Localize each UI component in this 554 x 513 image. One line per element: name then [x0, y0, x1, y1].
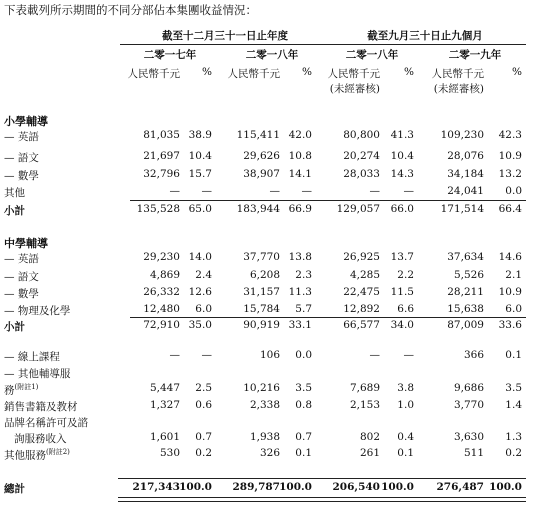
cell: 12,892	[343, 303, 380, 315]
cell: 106	[259, 349, 280, 361]
cell: 0.7	[295, 431, 312, 443]
total-rule-top	[118, 478, 526, 479]
cell: 29,230	[143, 251, 180, 263]
row-label: — 語文	[4, 152, 39, 164]
cell: 2,338	[249, 399, 280, 411]
cell: 4,285	[349, 269, 380, 281]
row-label: — 線上課程	[4, 351, 60, 363]
cell: 26,925	[343, 251, 380, 263]
cell: 1.3	[505, 431, 522, 443]
table-row	[0, 251, 554, 265]
cell: 34.0	[390, 319, 414, 331]
total-double-rule	[118, 497, 526, 502]
cell: 0.2	[505, 447, 522, 459]
row-label: 其他	[4, 187, 25, 199]
cell: 6.6	[397, 303, 414, 315]
subtotal-rule	[130, 200, 526, 201]
row-label: 小計	[4, 321, 25, 333]
pct-col2: %	[302, 66, 312, 78]
cell: 66.0	[390, 203, 414, 215]
cell: 0.6	[195, 399, 212, 411]
row-label: 銷售書籍及教材	[4, 401, 78, 413]
header-2019: 二零一九年	[448, 49, 502, 61]
row-label: — 英語	[4, 131, 39, 143]
table-row	[0, 399, 554, 413]
table-row	[0, 447, 554, 461]
cell: 65.0	[188, 203, 212, 215]
cell: 0.0	[295, 349, 312, 361]
row-label: — 其他輔導服	[4, 368, 71, 380]
cell: 90,919	[243, 319, 280, 331]
cell: —	[301, 185, 312, 197]
cell: 802	[359, 431, 380, 443]
row-label: 小計	[4, 205, 25, 217]
cell: 6.0	[195, 303, 212, 315]
unit-col3: 人民幣千元	[327, 68, 380, 80]
table-row	[0, 415, 554, 429]
cell: 14.1	[288, 168, 312, 180]
cell: 10.8	[288, 150, 312, 162]
header-rule-nine-months	[322, 44, 526, 45]
intro-text: 下表載列所示期間的不同分部佔本集團收益情況：	[4, 3, 257, 17]
header-rule-year-end	[120, 44, 322, 45]
cell: 0.7	[195, 431, 212, 443]
cell: 6,208	[249, 269, 280, 281]
header-2018b: 二零一八年	[345, 49, 399, 61]
cell: 2.2	[397, 269, 414, 281]
footnote-marker: (附註1)	[14, 383, 39, 391]
row-label: 品牌名稱許可及諮	[4, 417, 88, 429]
cell: 1.4	[505, 399, 522, 411]
pct-col4: %	[512, 66, 522, 78]
cell: 530	[159, 447, 180, 459]
cell: 6.0	[505, 303, 522, 315]
cell: 289,787	[232, 481, 280, 493]
cell: 1,938	[249, 431, 280, 443]
row-label	[4, 447, 70, 463]
cell: 276,487	[436, 481, 484, 493]
cell: 0.2	[195, 447, 212, 459]
header-2018a: 二零一八年	[245, 49, 299, 61]
row-label	[4, 382, 38, 398]
cell: 11.5	[390, 286, 414, 298]
cell: 9,686	[453, 382, 484, 394]
subtotal-row	[0, 203, 554, 217]
cell: 12,480	[143, 303, 180, 315]
cell: 32,796	[143, 168, 180, 180]
cell: 206,540	[332, 481, 380, 493]
cell: —	[201, 349, 212, 361]
row-label: 詢服務收入	[14, 433, 67, 445]
cell: 37,634	[447, 251, 484, 263]
cell: 100.0	[489, 481, 522, 493]
cell: 115,411	[236, 129, 280, 141]
unaudited-col3: (未經審核)	[329, 83, 380, 95]
row-label: — 英語	[4, 253, 39, 265]
cell: 15,784	[243, 303, 280, 315]
cell: 15.7	[188, 168, 212, 180]
cell: —	[269, 185, 280, 197]
table-row	[0, 185, 554, 199]
table-row	[0, 129, 554, 143]
cell: 3.5	[295, 382, 312, 394]
table-row	[0, 286, 554, 300]
row-label: 總計	[4, 483, 25, 495]
footnote-marker: (附註2)	[46, 448, 70, 456]
section-primary: 小學輔導	[4, 115, 48, 128]
cell: 0.1	[397, 447, 414, 459]
cell: 28,211	[447, 286, 484, 298]
cell: 35.0	[188, 319, 212, 331]
row-label: — 數學	[4, 170, 39, 182]
cell: 0.0	[505, 185, 522, 197]
cell: 217,343	[132, 481, 180, 493]
row-label-text: 其他服務	[4, 449, 46, 462]
cell: 10,216	[243, 382, 280, 394]
cell: 261	[359, 447, 380, 459]
cell: 15,638	[447, 303, 484, 315]
cell: 5,526	[453, 269, 484, 281]
cell: 14.3	[390, 168, 414, 180]
cell: 5,447	[149, 382, 180, 394]
cell: 2.1	[505, 269, 522, 281]
cell: 3.8	[397, 382, 414, 394]
cell: 33.1	[288, 319, 312, 331]
cell: 0.8	[295, 399, 312, 411]
table-row	[0, 349, 554, 363]
cell: —	[201, 185, 212, 197]
row-label: — 數學	[4, 288, 39, 300]
cell: 12.6	[188, 286, 212, 298]
cell: 66.9	[288, 203, 312, 215]
row-label: — 語文	[4, 271, 39, 283]
table-row	[0, 382, 554, 396]
cell: 81,035	[143, 129, 180, 141]
cell: 1,327	[149, 399, 180, 411]
cell: 13.7	[390, 251, 414, 263]
cell: 135,528	[136, 203, 180, 215]
cell: 100.0	[381, 481, 414, 493]
cell: 29,626	[243, 150, 280, 162]
cell: 3,770	[453, 399, 484, 411]
header-year-end: 截至十二月三十一日止年度	[162, 30, 288, 42]
cell: 13.8	[288, 251, 312, 263]
cell: 66,577	[343, 319, 380, 331]
row-label-text: 務	[4, 384, 15, 397]
cell: 87,009	[447, 319, 484, 331]
cell: 0.1	[505, 349, 522, 361]
cell: 37,770	[243, 251, 280, 263]
table-row	[0, 366, 554, 380]
cell: 33.6	[498, 319, 522, 331]
cell: 20,274	[343, 150, 380, 162]
cell: —	[169, 349, 180, 361]
cell: 7,689	[349, 382, 380, 394]
cell: 4,869	[149, 269, 180, 281]
subtotal-rule	[130, 317, 526, 318]
cell: 21,697	[143, 150, 180, 162]
cell: 10.9	[498, 150, 522, 162]
pct-col3: %	[404, 66, 414, 78]
cell: 1,601	[149, 431, 180, 443]
cell: 26,332	[143, 286, 180, 298]
cell: 14.6	[498, 251, 522, 263]
cell: 38,907	[243, 168, 280, 180]
cell: 42.0	[288, 129, 312, 141]
header-2017: 二零一七年	[143, 49, 197, 61]
cell: 2,153	[349, 399, 380, 411]
table-row	[0, 150, 554, 164]
unit-col2: 人民幣千元	[227, 68, 280, 80]
header-nine-months: 截至九月三十日止九個月	[367, 30, 483, 42]
unit-col1: 人民幣千元	[127, 68, 180, 80]
cell: 38.9	[188, 129, 212, 141]
table-row	[0, 269, 554, 283]
unit-col4: 人民幣千元	[431, 68, 484, 80]
cell: 2.3	[295, 269, 312, 281]
cell: 34,184	[447, 168, 484, 180]
cell: 41.3	[390, 129, 414, 141]
cell: 2.5	[195, 382, 212, 394]
cell: 28,033	[343, 168, 380, 180]
cell: 42.3	[498, 129, 522, 141]
unaudited-col4: (未經審核)	[433, 83, 484, 95]
cell: 129,057	[336, 203, 380, 215]
cell: 326	[259, 447, 280, 459]
cell: —	[403, 185, 414, 197]
cell: —	[403, 349, 414, 361]
cell: 31,157	[243, 286, 280, 298]
cell: 511	[463, 447, 484, 459]
cell: 1.0	[397, 399, 414, 411]
section-secondary: 中學輔導	[4, 237, 48, 250]
cell: 109,230	[440, 129, 484, 141]
cell: —	[169, 185, 180, 197]
cell: 366	[463, 349, 484, 361]
cell: 0.4	[397, 431, 414, 443]
cell: 171,514	[440, 203, 484, 215]
cell: 10.4	[390, 150, 414, 162]
cell: 10.4	[188, 150, 212, 162]
cell: 66.4	[498, 203, 522, 215]
cell: 24,041	[447, 185, 484, 197]
cell: 2.4	[195, 269, 212, 281]
cell: 100.0	[279, 481, 312, 493]
cell: 5.7	[295, 303, 312, 315]
cell: 28,076	[447, 150, 484, 162]
cell: 11.3	[288, 286, 312, 298]
cell: 100.0	[179, 481, 212, 493]
cell: 80,800	[343, 129, 380, 141]
cell: 183,944	[236, 203, 280, 215]
table-row	[0, 168, 554, 182]
subtotal-row	[0, 319, 554, 333]
cell: 3,630	[453, 431, 484, 443]
cell: —	[369, 185, 380, 197]
table-row	[0, 431, 554, 445]
table-row	[0, 303, 554, 317]
cell: 3.5	[505, 382, 522, 394]
cell: 13.2	[498, 168, 522, 180]
total-row	[0, 481, 554, 495]
cell: 14.0	[188, 251, 212, 263]
row-label: — 物理及化學	[4, 305, 71, 317]
cell: 10.9	[498, 286, 522, 298]
cell: 72,910	[143, 319, 180, 331]
cell: 0.1	[295, 447, 312, 459]
cell: 22,475	[343, 286, 380, 298]
pct-col1: %	[202, 66, 212, 78]
cell: —	[369, 349, 380, 361]
